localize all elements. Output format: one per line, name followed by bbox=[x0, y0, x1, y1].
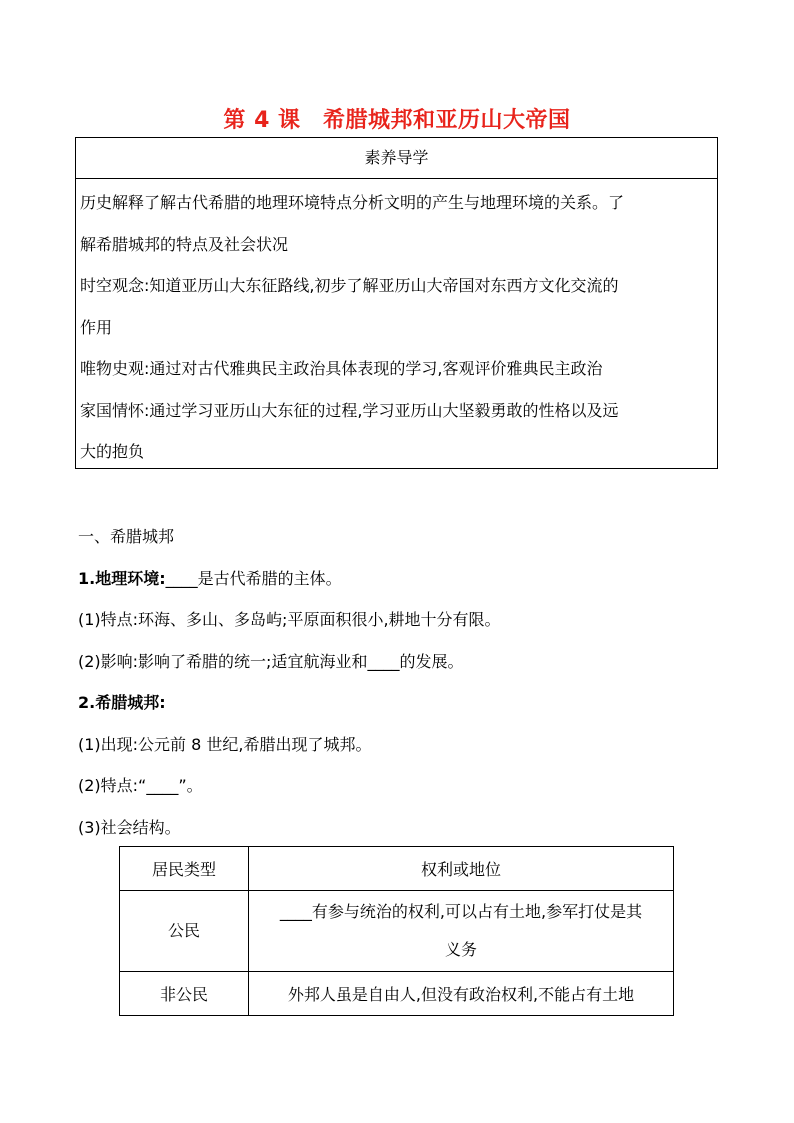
social-structure-table bbox=[119, 846, 674, 1016]
sub-item-text: 的发展。 bbox=[399, 652, 464, 671]
table-row bbox=[120, 972, 674, 1016]
literacy-line: 大的抱负 bbox=[80, 442, 145, 461]
sub-item-text: (2)影响:影响了希腊的统一;适宜航海业和 bbox=[78, 652, 368, 671]
sub-item-characteristics bbox=[78, 773, 203, 796]
sub-item-text: ”。 bbox=[178, 776, 203, 795]
table-cell-rights: 外邦人虽是自由人,但没有政治权利,不能占有土地 bbox=[249, 972, 674, 1016]
item-label: 1.地理环境: bbox=[78, 569, 166, 588]
fill-blank: ____ bbox=[279, 902, 312, 921]
literacy-line: 唯物史观:通过对古代雅典民主政治具体表现的学习,客观评价雅典民主政治 bbox=[80, 359, 603, 378]
literacy-line: 作用 bbox=[80, 317, 113, 337]
table-cell-type: 公民 bbox=[120, 891, 249, 972]
sub-item-influence bbox=[78, 649, 463, 672]
fill-blank: ____ bbox=[146, 776, 179, 795]
item-text: 是古代希腊的主体。 bbox=[197, 569, 342, 588]
table-header-row bbox=[120, 847, 674, 891]
cell-line: 义务 bbox=[444, 940, 477, 959]
item-city-states: 2.希腊城邦: bbox=[78, 693, 166, 712]
literacy-guide-header: 素养导学 bbox=[76, 138, 717, 179]
lesson-title: 第 4 课 希腊城邦和亚历山大帝国 bbox=[223, 108, 571, 133]
sub-item-features: (1)特点:环海、多山、多岛屿;平原面积很小,耕地十分有限。 bbox=[78, 610, 501, 629]
literacy-line: 历史解释了解古代希腊的地理环境特点分析文明的产生与地理环境的关系。了 bbox=[80, 193, 625, 212]
table-header-cell: 居民类型 bbox=[120, 847, 249, 891]
literacy-guide-box bbox=[75, 137, 718, 469]
literacy-line: 解希腊城邦的特点及社会状况 bbox=[80, 234, 289, 254]
literacy-line: 时空观念:知道亚历山大东征路线,初步了解亚历山大帝国对东西方文化交流的 bbox=[80, 276, 619, 295]
cell-text: 有参与统治的权利,可以占有土地,参军打仗是其 bbox=[311, 902, 643, 921]
item-geography bbox=[78, 566, 342, 589]
sub-item-text: (2)特点:“ bbox=[78, 776, 147, 795]
section-heading: 一、希腊城邦 bbox=[78, 527, 175, 546]
table-cell-rights bbox=[249, 891, 674, 972]
table-header-cell: 权利或地位 bbox=[249, 847, 674, 891]
cell-line bbox=[249, 893, 673, 931]
literacy-line: 家国情怀:通过学习亚历山大东征的过程,学习亚历山大坚毅勇敢的性格以及远 bbox=[80, 400, 619, 420]
table-cell-type: 非公民 bbox=[120, 972, 249, 1016]
fill-blank: ____ bbox=[165, 569, 198, 588]
fill-blank: ____ bbox=[367, 652, 400, 671]
sub-item-emergence: (1)出现:公元前 8 世纪,希腊出现了城邦。 bbox=[78, 735, 372, 754]
table-row bbox=[120, 891, 674, 972]
sub-item-social-structure: (3)社会结构。 bbox=[78, 818, 181, 837]
literacy-guide-body bbox=[76, 179, 717, 473]
